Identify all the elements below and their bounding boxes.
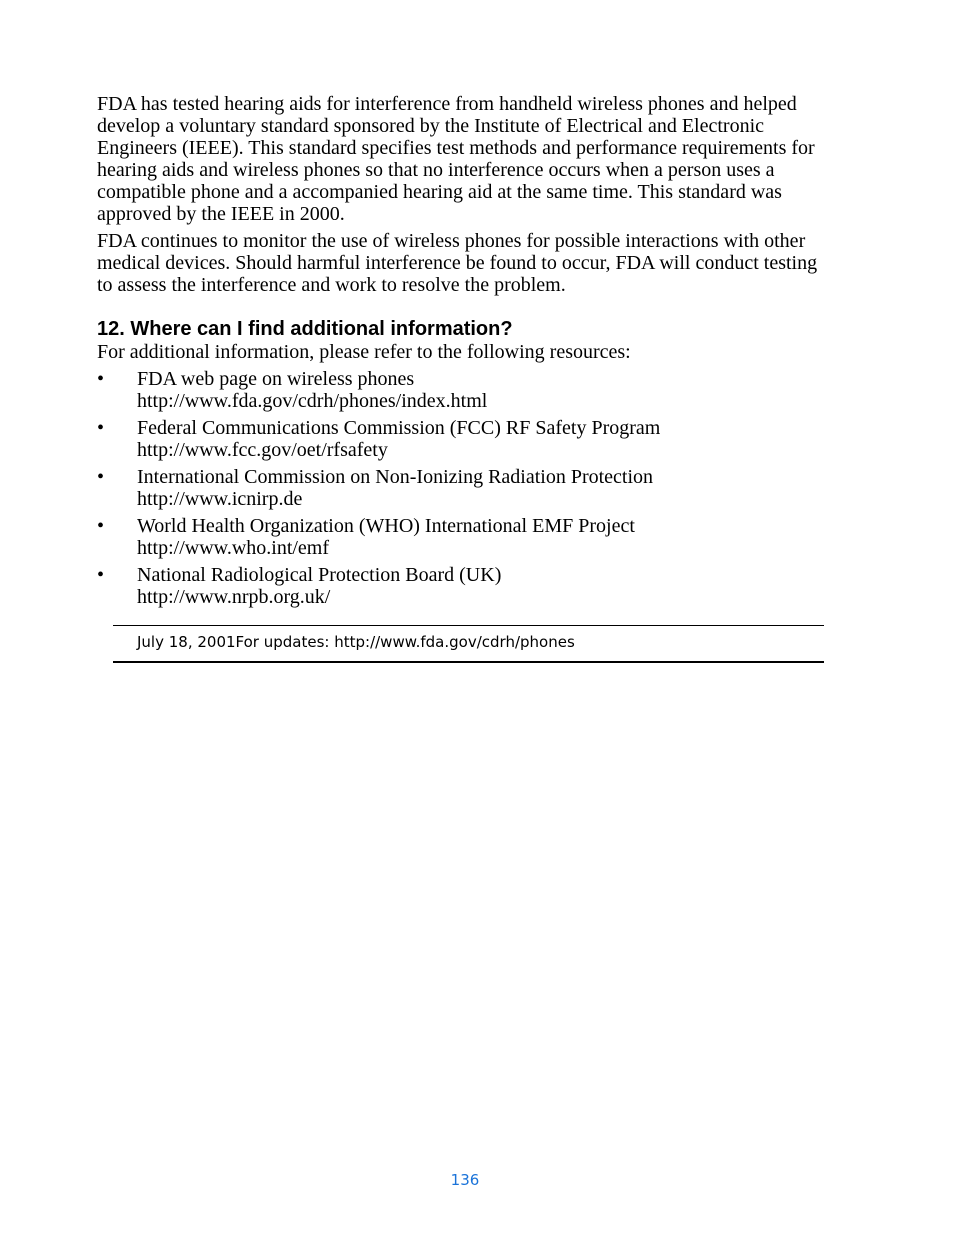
list-item: [97, 515, 837, 559]
section-intro: For additional information, please refer to the following resources:: [97, 341, 631, 363]
bullet-icon: •: [97, 368, 105, 390]
resource-link[interactable]: http://www.fcc.gov/oet/rfsafety: [137, 439, 388, 461]
resource-title: FDA web page on wireless phones: [137, 368, 415, 390]
resource-title: International Commission on Non-Ionizing Radiation Protection: [137, 466, 654, 488]
footer-note-box: [113, 625, 824, 663]
resource-link[interactable]: http://www.icnirp.de: [137, 488, 303, 510]
section-heading: 12. Where can I find additional information?: [97, 318, 513, 340]
bullet-icon: •: [97, 515, 105, 537]
resource-link[interactable]: http://www.nrpb.org.uk/: [137, 586, 331, 608]
paragraph-monitoring: FDA continues to monitor the use of wireless phones for possible interactions with other medical devices. Should harmful interference be found to occur, FDA will conduct testing to assess the interference and work to resolve the problem.: [97, 230, 818, 296]
resource-title: Federal Communications Commission (FCC) RF Safety Program: [137, 417, 661, 439]
list-item: [97, 417, 837, 461]
paragraph-hearing-aids: FDA has tested hearing aids for interference from handheld wireless phones and helped develop a voluntary standard sponsored by the Institute of Electrical and Electronic Engineers (IEEE). This standard specifies test methods and performance requirements for hearing aids and wireless phones so that no interference occurs when a person uses a compatible phone and a accompanied hearing aid at the same time. This standard was approved by the IEEE in 2000.: [97, 93, 815, 225]
resource-link[interactable]: http://www.fda.gov/cdrh/phones/index.html: [137, 390, 488, 412]
resource-list: [97, 368, 837, 608]
footer-note: July 18, 2001For updates: http://www.fda.gov/cdrh/phones: [137, 633, 575, 651]
resource-title: World Health Organization (WHO) International EMF Project: [137, 515, 635, 537]
bullet-icon: •: [97, 564, 105, 586]
bullet-icon: •: [97, 417, 105, 439]
resource-link[interactable]: http://www.who.int/emf: [137, 537, 330, 559]
list-item: [97, 466, 837, 510]
main-content: [97, 93, 837, 613]
list-item: [97, 368, 837, 412]
list-item: [97, 564, 837, 608]
bullet-icon: •: [97, 466, 105, 488]
page-number: 136: [450, 1171, 480, 1189]
resource-title: National Radiological Protection Board (UK): [137, 564, 502, 586]
